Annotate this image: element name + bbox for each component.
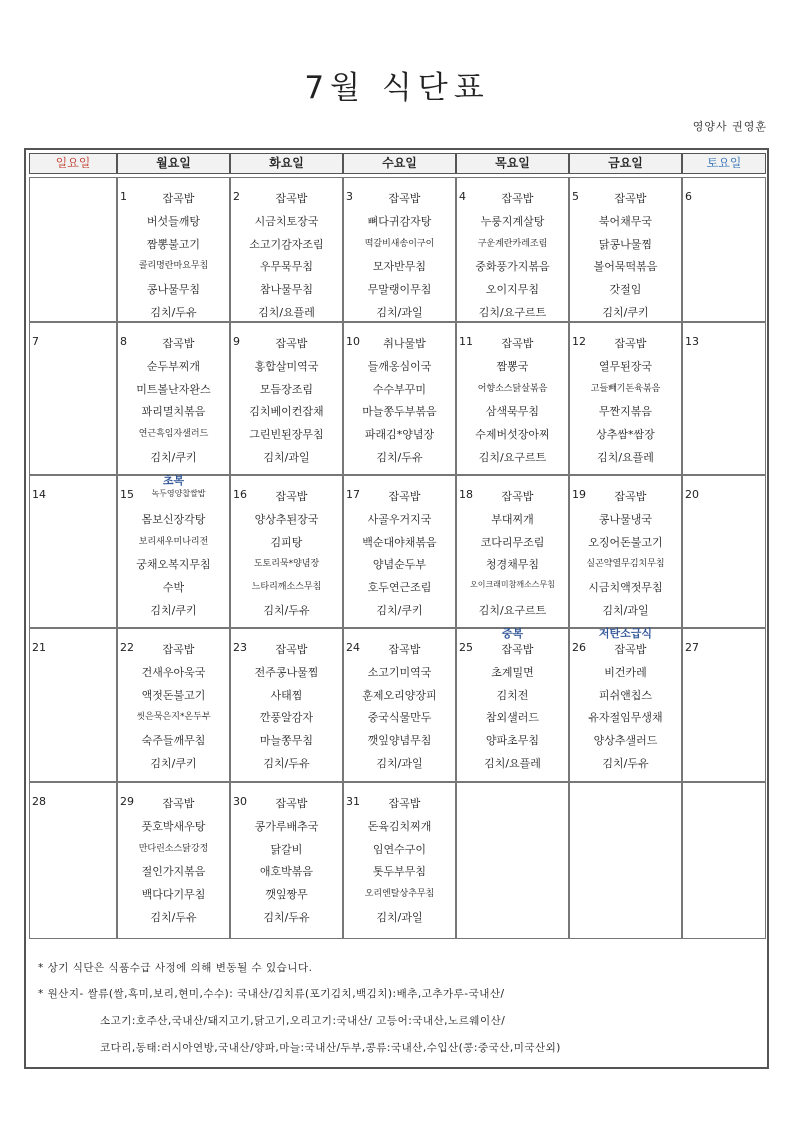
menu-item: 건새우아욱국 — [141, 665, 206, 679]
menu-item: 우무묵무침 — [259, 260, 314, 274]
menu-item: 김치/두유 — [150, 911, 197, 924]
header-sun: 일요일 — [29, 153, 117, 174]
menu-item: 김치/과일 — [602, 604, 649, 617]
day-number: 22 — [120, 641, 134, 654]
day-cell — [117, 475, 230, 628]
special-day-tag: 중복 — [501, 627, 524, 640]
menu-item: 피쉬앤칩스 — [598, 688, 653, 702]
menu-item: 유자절임무생채 — [588, 711, 663, 725]
menu-item: 미트볼난자완스 — [136, 382, 211, 396]
menu-item: 고들빼기돈육볶음 — [590, 383, 661, 394]
menu-rice: 잡곡밥 — [275, 643, 308, 656]
day-number: 3 — [346, 190, 353, 203]
menu-item: 콩가루배추국 — [254, 819, 319, 833]
menu-item: 임연수구이 — [372, 842, 427, 856]
day-cell — [230, 782, 343, 939]
header-mon: 월요일 — [117, 153, 230, 174]
menu-item: 김치/두유 — [263, 911, 310, 924]
menu-item: 소고기감자조림 — [249, 237, 324, 251]
note-origin-line3: 코다리,동태:러시아연방,국내산/양파,마늘:국내산/두부,콩류:국내산,수입산(콩:중국산,미국산외) — [100, 1042, 561, 1054]
menu-rice: 잡곡밥 — [162, 643, 195, 656]
menu-item: 콩나물무침 — [146, 283, 201, 297]
menu-rice: 잡곡밥 — [162, 192, 195, 205]
menu-rice: 취나물밥 — [383, 337, 426, 350]
menu-rice: 잡곡밥 — [275, 797, 308, 810]
menu-item: 구운계란카레조림 — [477, 238, 548, 249]
menu-item: 콩나물냉국 — [598, 512, 653, 526]
header-tue: 화요일 — [230, 153, 343, 174]
note-change-notice: * 상기 식단은 식품수급 사정에 의해 변동될 수 있습니다. — [38, 962, 313, 974]
menu-item: 김치/요구르트 — [478, 306, 547, 319]
menu-item: 숙주들깨무침 — [141, 734, 206, 748]
menu-item: 김치/두유 — [263, 604, 310, 617]
menu-item: 느타리깨소스무침 — [251, 582, 322, 593]
day-cell — [569, 475, 682, 628]
menu-item: 풋호박새우탕 — [141, 819, 206, 833]
day-number: 15 — [120, 488, 134, 501]
day-cell — [456, 322, 569, 475]
dietitian-name: 영양사 권영훈 — [692, 120, 767, 133]
day-number: 28 — [32, 795, 46, 808]
menu-rice: 잡곡밥 — [162, 337, 195, 350]
menu-item: 절인가지볶음 — [141, 865, 206, 879]
day-number: 25 — [459, 641, 473, 654]
day-number: 12 — [572, 335, 586, 348]
menu-item: 짬뽕국 — [496, 359, 529, 373]
menu-item: 액젓돈불고기 — [141, 688, 206, 702]
day-cell — [230, 628, 343, 782]
menu-item: 보리새우미나리전 — [138, 536, 209, 547]
menu-item: 김치/요플레 — [597, 451, 654, 464]
day-cell — [230, 177, 343, 322]
menu-item: 마늘쫑두부볶음 — [362, 405, 437, 419]
menu-item: 김치/과일 — [376, 911, 423, 924]
menu-item: 짬뽕불고기 — [146, 237, 201, 251]
menu-item: 김치/과일 — [376, 306, 423, 319]
menu-item: 오이지무침 — [485, 283, 540, 297]
day-cell — [29, 475, 117, 628]
day-number: 19 — [572, 488, 586, 501]
menu-rice: 잡곡밥 — [275, 490, 308, 503]
menu-item: 궁채오복지무침 — [136, 558, 211, 572]
menu-item: 전주콩나물찜 — [254, 665, 319, 679]
menu-item: 김치/쿠키 — [150, 451, 197, 464]
day-number: 6 — [685, 190, 692, 203]
menu-item: 어향소스닭살볶음 — [477, 383, 548, 394]
day-number: 24 — [346, 641, 360, 654]
menu-rice: 잡곡밥 — [388, 490, 421, 503]
menu-item: 김피탕 — [270, 535, 303, 549]
day-number: 4 — [459, 190, 466, 203]
header-thu: 목요일 — [456, 153, 569, 174]
menu-item: 마늘쫑무침 — [259, 734, 314, 748]
menu-item: 양파초무침 — [485, 734, 540, 748]
menu-item: 김치/쿠키 — [150, 604, 197, 617]
day-cell — [682, 177, 766, 322]
menu-item: 김치/두유 — [376, 451, 423, 464]
menu-rice: 잡곡밥 — [501, 643, 534, 656]
menu-item: 김치/쿠키 — [602, 306, 649, 319]
menu-rice: 잡곡밥 — [162, 797, 195, 810]
menu-item: 톳두부무침 — [372, 865, 427, 879]
day-cell — [682, 322, 766, 475]
day-cell — [117, 322, 230, 475]
special-day-tag: 저탄소급식 — [598, 627, 653, 640]
menu-item: 콜리명란마요무침 — [138, 261, 209, 272]
day-cell — [117, 782, 230, 939]
menu-item: 홍합살미역국 — [254, 359, 319, 373]
day-cell — [456, 628, 569, 782]
menu-item: 열무된장국 — [598, 359, 653, 373]
menu-item: 만다린소스닭강정 — [138, 843, 209, 854]
menu-item: 부대찌개 — [491, 512, 534, 526]
day-cell — [682, 628, 766, 782]
menu-item: 순두부찌개 — [146, 359, 201, 373]
menu-item: 중국식물만두 — [367, 711, 432, 725]
menu-item: 중화풍가지볶음 — [475, 260, 550, 274]
menu-item: 김치/쿠키 — [376, 604, 423, 617]
menu-item: 김치/요플레 — [484, 757, 541, 770]
day-cell — [343, 177, 456, 322]
menu-item: 양상추된장국 — [254, 512, 319, 526]
header-sat: 토요일 — [682, 153, 766, 174]
day-number: 26 — [572, 641, 586, 654]
menu-item: 뼈다귀감자탕 — [367, 214, 432, 228]
menu-item: 김치/두유 — [602, 757, 649, 770]
menu-item: 김치/요플레 — [258, 306, 315, 319]
day-number: 11 — [459, 335, 473, 348]
menu-item: 버섯들깨탕 — [146, 214, 201, 228]
day-number: 10 — [346, 335, 360, 348]
menu-item: 김치베이컨잡채 — [249, 405, 324, 419]
menu-item: 시금치액젓무침 — [588, 581, 663, 595]
menu-rice: 잡곡밥 — [388, 797, 421, 810]
day-cell — [456, 782, 569, 939]
menu-item: 오이크래미참깨소스무침 — [469, 580, 555, 590]
notes-section — [24, 942, 769, 1069]
menu-item: 갓절임 — [609, 283, 642, 297]
day-cell — [682, 475, 766, 628]
day-cell — [230, 475, 343, 628]
menu-item: 시금치토장국 — [254, 214, 319, 228]
menu-item: 깻잎양념무침 — [367, 734, 432, 748]
day-number: 21 — [32, 641, 46, 654]
menu-item: 볼어묵떡볶음 — [593, 260, 658, 274]
menu-item: 오리엔탈상추무침 — [364, 889, 435, 900]
menu-item: 애호박볶음 — [259, 865, 314, 879]
menu-rice: 잡곡밥 — [614, 192, 647, 205]
menu-item: 오징어돈불고기 — [588, 535, 663, 549]
day-number: 16 — [233, 488, 247, 501]
menu-item: 들깨옹심이국 — [367, 359, 432, 373]
header-wed: 수요일 — [343, 153, 456, 174]
menu-item: 훈제오리양장피 — [362, 688, 437, 702]
day-cell — [230, 322, 343, 475]
menu-item: 모자반무침 — [372, 260, 427, 274]
special-day-tag: 초복 — [162, 474, 185, 487]
day-cell — [343, 628, 456, 782]
day-number: 29 — [120, 795, 134, 808]
menu-item: 수제버섯장아찌 — [475, 428, 550, 442]
day-cell — [29, 628, 117, 782]
menu-item: 깐풍알감자 — [259, 711, 314, 725]
menu-item: 모듬장조림 — [259, 382, 314, 396]
day-number: 30 — [233, 795, 247, 808]
menu-item: 비건카레 — [604, 665, 647, 679]
menu-item: 양상추샐러드 — [593, 734, 658, 748]
menu-item: 김치/요구르트 — [478, 451, 547, 464]
day-number: 20 — [685, 488, 699, 501]
day-number: 7 — [32, 335, 39, 348]
day-cell — [569, 177, 682, 322]
menu-item: 그린빈된장무침 — [249, 428, 324, 442]
day-number: 27 — [685, 641, 699, 654]
menu-item: 수수부꾸미 — [372, 382, 427, 396]
note-origin-line2: 소고기:호주산,국내산/돼지고기,닭고기,오리고기:국내산/ 고등어:국내산,노르웨이산/ — [100, 1015, 506, 1027]
menu-rice: 잡곡밥 — [275, 337, 308, 350]
menu-rice: 잡곡밥 — [388, 643, 421, 656]
day-cell — [569, 322, 682, 475]
menu-item: 백순대야채볶음 — [362, 535, 437, 549]
menu-item: 파래김*양념장 — [364, 428, 435, 442]
day-cell — [682, 782, 766, 939]
menu-item: 닭콩나물찜 — [598, 237, 653, 251]
day-number: 31 — [346, 795, 360, 808]
menu-item: 누룽지계살탕 — [480, 214, 545, 228]
menu-item: 초계밀면 — [491, 665, 534, 679]
day-cell — [117, 177, 230, 322]
menu-item: 무짠지볶음 — [598, 405, 653, 419]
menu-rice: 잡곡밥 — [614, 490, 647, 503]
menu-item: 사태찜 — [270, 688, 303, 702]
menu-item: 깻잎짱무 — [265, 888, 308, 902]
menu-item: 상추쌈*쌈장 — [596, 428, 655, 442]
day-cell — [29, 177, 117, 322]
day-number: 5 — [572, 190, 579, 203]
menu-item: 돈육김치찌개 — [367, 819, 432, 833]
day-number: 9 — [233, 335, 240, 348]
menu-item: 무말랭이무침 — [367, 283, 432, 297]
menu-item: 실곤약열무김치무침 — [586, 559, 665, 570]
day-cell — [117, 628, 230, 782]
menu-rice: 잡곡밥 — [501, 490, 534, 503]
menu-item: 씻은묵은지*온두부 — [136, 712, 211, 723]
menu-item: 꽈리멸치볶음 — [141, 405, 206, 419]
day-number: 8 — [120, 335, 127, 348]
menu-item: 김치/과일 — [376, 757, 423, 770]
day-cell — [29, 322, 117, 475]
menu-rice: 잡곡밥 — [614, 337, 647, 350]
menu-item: 사골우거지국 — [367, 512, 432, 526]
menu-item: 김치/쿠키 — [150, 757, 197, 770]
menu-table — [24, 148, 769, 1069]
menu-item: 김치/요구르트 — [478, 604, 547, 617]
menu-item: 북어채무국 — [598, 214, 653, 228]
day-number: 23 — [233, 641, 247, 654]
menu-item: 수박 — [162, 581, 185, 595]
day-cell — [343, 322, 456, 475]
day-cell — [569, 782, 682, 939]
menu-item: 코다리무조림 — [480, 535, 545, 549]
menu-item: 김치전 — [496, 688, 529, 702]
menu-rice: 잡곡밥 — [388, 192, 421, 205]
menu-item: 김치/과일 — [263, 451, 310, 464]
menu-item: 소고기미역국 — [367, 665, 432, 679]
note-origin-line1: * 원산지- 쌀류(쌀,흑미,보리,현미,수수): 국내산/김치류(포기김치,백김치):배추,고추가루-국내산/ — [38, 988, 505, 1000]
header-fri: 금요일 — [569, 153, 682, 174]
menu-item: 참나물무침 — [259, 283, 314, 297]
menu-item: 백다다기무침 — [141, 888, 206, 902]
menu-rice: 잡곡밥 — [501, 337, 534, 350]
menu-item: 양념순두부 — [372, 558, 427, 572]
day-cell — [343, 782, 456, 939]
menu-item: 떡갈비새송이구이 — [364, 238, 435, 249]
menu-item: 도토리묵*양념장 — [253, 559, 320, 570]
day-cell — [343, 475, 456, 628]
day-number: 2 — [233, 190, 240, 203]
day-cell — [456, 475, 569, 628]
menu-item: 김치/두유 — [263, 757, 310, 770]
menu-item: 몸보신장각탕 — [141, 512, 206, 526]
day-cell — [569, 628, 682, 782]
menu-item: 청경채무침 — [485, 558, 540, 572]
day-number: 13 — [685, 335, 699, 348]
day-number: 14 — [32, 488, 46, 501]
day-cell — [29, 782, 117, 939]
menu-item: 참외샐러드 — [485, 711, 540, 725]
menu-item: 연근흑임자샐러드 — [138, 429, 209, 440]
day-number: 17 — [346, 488, 360, 501]
day-cell — [456, 177, 569, 322]
menu-item: 닭갈비 — [270, 842, 303, 856]
day-number: 1 — [120, 190, 127, 203]
menu-rice: 녹두영양찹쌀밥 — [151, 489, 206, 498]
page-title: 7월 식단표 — [304, 70, 490, 106]
menu-item: 김치/두유 — [150, 306, 197, 319]
menu-rice: 잡곡밥 — [614, 643, 647, 656]
menu-item: 삼색묵무침 — [485, 405, 540, 419]
day-number: 18 — [459, 488, 473, 501]
menu-rice: 잡곡밥 — [501, 192, 534, 205]
menu-rice: 잡곡밥 — [275, 192, 308, 205]
menu-item: 호두연근조림 — [367, 581, 432, 595]
